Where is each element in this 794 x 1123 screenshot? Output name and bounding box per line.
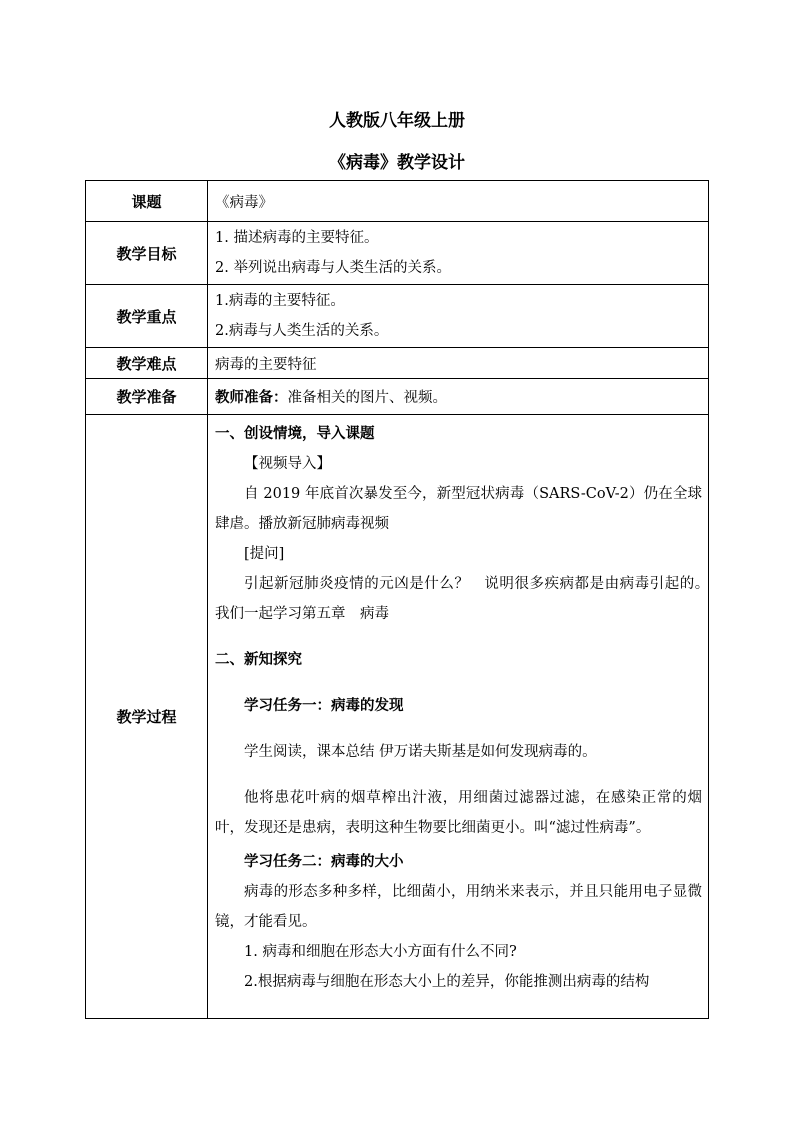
row-objectives: [86, 222, 709, 285]
paragraph-reading: 学生阅读，课本总结 伊万诺夫斯基是如何发现病毒的。: [244, 744, 597, 760]
row-process: [86, 415, 709, 1019]
paragraph-intro: 自 2019 年底首次暴发至今，新型冠状病毒（SARS-CoV-2）仍在全球肆虐。播放新冠肺病毒视频: [215, 486, 702, 532]
label-keypoints: 教学重点: [86, 285, 208, 348]
keypoint-item: 1.病毒的主要特征。: [215, 293, 345, 309]
value-difficulty: 病毒的主要特征: [208, 348, 709, 379]
label-process: 教学过程: [86, 415, 208, 1019]
question-tag: [提问]: [244, 546, 285, 562]
lesson-plan-table: [85, 180, 717, 1019]
task-1-title: 学习任务一：病毒的发现: [244, 697, 404, 714]
objective-item: 1. 描述病毒的主要特征。: [215, 230, 379, 246]
value-objectives: [208, 222, 709, 285]
question-1: 1. 病毒和细胞在形态大小方面有什么不同?: [244, 944, 517, 960]
document-subtitle: 《病毒》教学设计: [329, 153, 465, 173]
value-keypoints: [208, 285, 709, 348]
section-2-title: 二、新知探究: [215, 651, 302, 668]
value-preparation: [208, 379, 709, 415]
label-objectives: 教学目标: [86, 222, 208, 285]
paragraph-size: 病毒的形态多种多样，比细菌小，用纳米来表示，并且只能用电子显微镜，才能看见。: [215, 884, 702, 930]
task-2-title: 学习任务二：病毒的大小: [244, 853, 404, 870]
value-topic: 《病毒》: [208, 181, 709, 222]
section-1-title: 一、创设情境，导入课题: [215, 425, 375, 442]
video-tag: 【视频导入】: [244, 456, 331, 472]
label-preparation: 教学准备: [86, 379, 208, 415]
row-keypoints: [86, 285, 709, 348]
document-title: 人教版八年级上册: [329, 111, 465, 131]
question-2: 2.根据病毒与细胞在形态大小上的差异，你能推测出病毒的结构: [244, 974, 650, 990]
paragraph-question: 引起新冠肺炎疫情的元凶是什么？ 说明很多疾病都是由病毒引起的。 我们一起学习第五章 病毒: [215, 576, 717, 622]
preparation-text: 准备相关的图片、视频。: [287, 390, 447, 406]
value-process: [208, 415, 717, 1019]
label-difficulty: 教学难点: [86, 348, 208, 379]
objective-item: 2. 举列说出病毒与人类生活的关系。: [215, 260, 451, 276]
label-topic: 课题: [86, 181, 208, 222]
row-difficulty: [86, 348, 709, 379]
keypoint-item: 2.病毒与人类生活的关系。: [215, 323, 389, 339]
preparation-lead: 教师准备：: [215, 389, 288, 406]
row-topic: [86, 181, 709, 222]
paragraph-discovery: 他将患花叶病的烟草榨出汁液，用细菌过滤器过滤，在感染正常的烟叶，发现还是患病，表明这种生物要比细菌更小。叫“滤过性病毒”。: [215, 790, 702, 836]
row-preparation: [86, 379, 709, 415]
